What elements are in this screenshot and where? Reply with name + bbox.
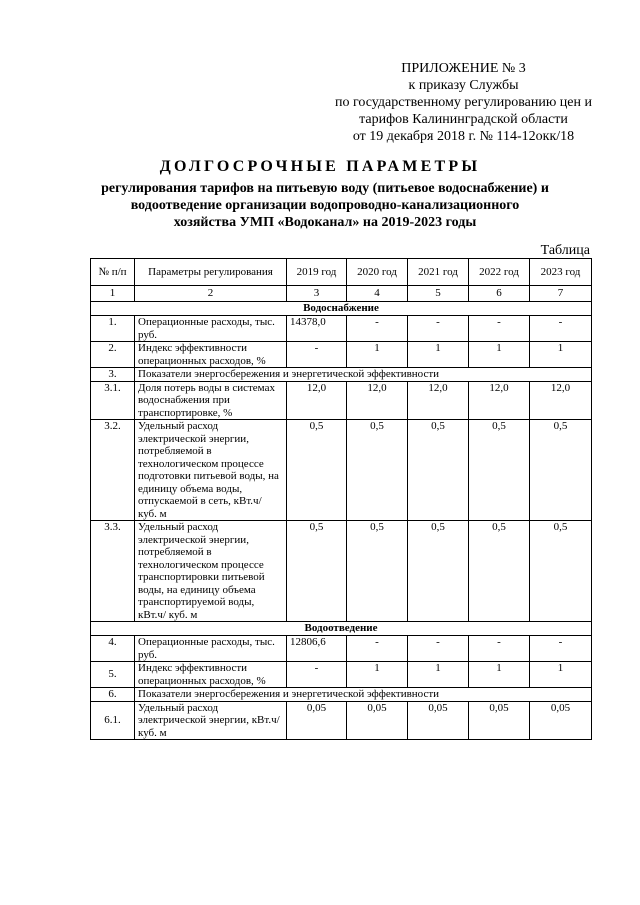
row-parameter: Операционные расходы, тыс. руб. [135,636,287,662]
value-cell: 0,5 [347,420,408,521]
index-cell: 3 [287,286,347,302]
value-cell: 0,05 [287,701,347,740]
section-row-sewerage [91,622,592,636]
header-cell: 2023 год [530,259,592,286]
value-cell: 1 [469,662,530,688]
row-number: 3. [91,368,135,382]
row-parameter: Удельный расход электрической энергии, потребляемой в технологическом процессе подготовки питьевой воды, на единицу объема воды, отпускаемой в сеть, кВт.ч/ куб. м [135,420,287,521]
header-cell: № п/п [91,259,135,286]
section-row-water-supply [91,302,592,316]
value-cell: - [347,636,408,662]
value-cell: 12,0 [469,381,530,420]
appendix-line: от 19 декабря 2018 г. № 114-12окк/18 [352,129,575,144]
column-index-row [91,286,592,302]
value-cell: 12,0 [530,381,592,420]
header-cell: Параметры регулирования [135,259,287,286]
appendix-header [335,60,592,145]
value-cell: - [408,316,469,342]
header-cell: 2021 год [408,259,469,286]
value-cell: 0,5 [408,420,469,521]
value-cell: 0,5 [347,521,408,622]
table-header-row [91,259,592,286]
value-cell: 0,5 [287,521,347,622]
group-row [91,368,592,382]
value-cell: 0,5 [469,420,530,521]
row-number: 3.1. [91,381,135,420]
value-cell: - [530,636,592,662]
row-parameter: Удельный расход электрической энергии, кВт.ч/ куб. м [135,701,287,740]
row-number: 5. [91,662,135,688]
value-cell: - [347,316,408,342]
table-row [91,701,592,740]
row-number: 1. [91,316,135,342]
appendix-line: ПРИЛОЖЕНИЕ № 3 [401,61,526,76]
group-row [91,688,592,702]
row-parameter: Операционные расходы, тыс. руб. [135,316,287,342]
header-cell: 2020 год [347,259,408,286]
value-cell: 0,5 [287,420,347,521]
value-cell: 0,5 [408,521,469,622]
row-parameter: Удельный расход электрической энергии, потребляемой в технологическом процессе транспортировки питьевой воды, на единицу объема транспортируемой воды, кВт.ч/ куб. м [135,521,287,622]
row-number: 3.2. [91,420,135,521]
value-cell: 0,5 [530,420,592,521]
row-number: 6.1. [91,701,135,740]
value-cell: 1 [408,662,469,688]
value-cell: 0,05 [530,701,592,740]
value-cell: 1 [530,342,592,368]
row-number: 3.3. [91,521,135,622]
row-parameter: Индекс эффективности операционных расходов, % [135,342,287,368]
index-cell: 6 [469,286,530,302]
value-cell: 12,0 [347,381,408,420]
value-cell: 14378,0 [287,316,347,342]
value-cell: 1 [347,662,408,688]
value-cell: 0,5 [469,521,530,622]
index-cell: 4 [347,286,408,302]
index-cell: 2 [135,286,287,302]
value-cell: - [469,636,530,662]
parameters-table [90,258,592,740]
value-cell: 12,0 [408,381,469,420]
index-cell: 1 [91,286,135,302]
row-parameter: Индекс эффективности операционных расходов, % [135,662,287,688]
index-cell: 7 [530,286,592,302]
table-row [91,636,592,662]
value-cell: 0,05 [347,701,408,740]
appendix-line: по государственному регулированию цен и [335,95,592,110]
value-cell: - [287,342,347,368]
row-number: 2. [91,342,135,368]
header-cell: 2022 год [469,259,530,286]
value-cell: 0,05 [469,701,530,740]
row-number: 6. [91,688,135,702]
value-cell: - [530,316,592,342]
section-title: Водоотведение [91,622,592,636]
document-title: ДОЛГОСРОЧНЫЕ ПАРАМЕТРЫ [159,158,481,175]
row-parameter: Доля потерь воды в системах водоснабжения при транспортировке, % [135,381,287,420]
value-cell: 12806,6 [287,636,347,662]
value-cell: 0,5 [530,521,592,622]
document-subtitle: регулирования тарифов на питьевую воду (питьевое водоснабжение) и водоотведение организации водопроводно-канализационного хозяйства УМП «Водоканал» на 2019-2023 годы [101,181,549,230]
header-cell: 2019 год [287,259,347,286]
appendix-line: тарифов Калининградской области [359,112,568,127]
table-row [91,521,592,622]
table-row [91,381,592,420]
value-cell: 1 [347,342,408,368]
value-cell: - [287,662,347,688]
row-number: 4. [91,636,135,662]
table-row [91,420,592,521]
table-label: Таблица [540,243,590,258]
table-row [91,662,592,688]
table-row [91,316,592,342]
value-cell: 12,0 [287,381,347,420]
group-title: Показатели энергосбережения и энергетической эффективности [135,688,592,702]
value-cell: 1 [408,342,469,368]
value-cell: 1 [530,662,592,688]
index-cell: 5 [408,286,469,302]
section-title: Водоснабжение [91,302,592,316]
value-cell: 1 [469,342,530,368]
group-title: Показатели энергосбережения и энергетической эффективности [135,368,592,382]
value-cell: - [408,636,469,662]
appendix-line: к приказу Службы [408,78,519,93]
value-cell: 0,05 [408,701,469,740]
value-cell: - [469,316,530,342]
table-row [91,342,592,368]
